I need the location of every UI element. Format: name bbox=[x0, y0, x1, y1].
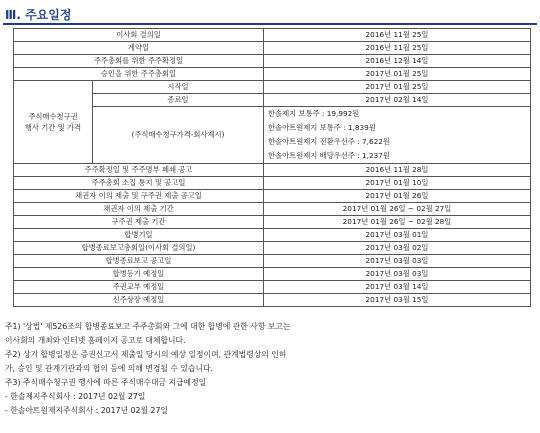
footnotes bbox=[5, 320, 535, 418]
row-label: 주권교부 예정일 bbox=[14, 281, 264, 294]
row-label: 채권자 이의 제출 기간 bbox=[14, 203, 264, 216]
start-label: 시작일 bbox=[93, 81, 264, 94]
row-value: 2017년 03월 02일 bbox=[264, 242, 531, 255]
row-label: 합병등기 예정일 bbox=[14, 268, 264, 281]
row-value: 2016년 11월 25일 bbox=[264, 42, 531, 55]
table-row bbox=[14, 294, 531, 307]
table-row bbox=[14, 216, 531, 229]
row-value: 2017년 03월 03일 bbox=[264, 255, 531, 268]
table-row bbox=[14, 81, 531, 94]
row-value: 2017년 03월 15일 bbox=[264, 294, 531, 307]
row-label: 신주상장 예정일 bbox=[14, 294, 264, 307]
footnote-line: 가, 승인 및 관계기관과의 협의 등에 의해 변경될 수 있습니다. bbox=[5, 364, 214, 373]
row-value: 2017년 01월 26일 bbox=[264, 190, 531, 203]
row-value: 2017년 01월 10일 bbox=[264, 177, 531, 190]
end-value: 2017년 02월 14일 bbox=[264, 94, 531, 107]
row-value: 2017년 01월 25일 bbox=[264, 68, 531, 81]
table-row bbox=[14, 268, 531, 281]
table-row bbox=[14, 68, 531, 81]
row-value: 2016년 11월 28일 bbox=[264, 164, 531, 177]
footnote-line: 주3) 주식매수청구권 행사에 따른 주식매수대금 지급예정일 bbox=[5, 378, 207, 387]
row-label: 승인을 위한 주주총회일 bbox=[14, 68, 264, 81]
row-label: 계약일 bbox=[14, 42, 264, 55]
table-row bbox=[14, 203, 531, 216]
end-label: 종료일 bbox=[93, 94, 264, 107]
footnote-line: 주2) 상기 합병일정은 증권신고서 제출일 당시의 예상 일정이며, 관계법령상의 인허 bbox=[5, 350, 287, 359]
footnote-line: 이사회의 개최와 인터넷 홈페이지 공고로 대체합니다. bbox=[5, 336, 186, 345]
footnote-line: - 한솔제지주식회사 : 2017년 02월 27일 bbox=[5, 392, 146, 401]
schedule-table bbox=[13, 28, 531, 307]
table-row bbox=[14, 177, 531, 190]
row-value: 2017년 01월 26일 ~ 02월 28일 bbox=[264, 216, 531, 229]
row-label: 구주권 제출 기간 bbox=[14, 216, 264, 229]
table-row bbox=[14, 255, 531, 268]
row-label: 이사회 결의일 bbox=[14, 29, 264, 42]
table-row bbox=[14, 281, 531, 294]
footnote-line: 주1) '상법' 제526조의 합병종료보고 주주총회와 그에 대한 합병에 관한 사항 보고는 bbox=[5, 322, 291, 331]
price-item: 한솔아트원제지 전환우선주 : 7,622원 bbox=[268, 137, 390, 146]
appraisal-label bbox=[14, 81, 93, 164]
section-title: Ⅲ. 주요일정 bbox=[5, 8, 72, 22]
price-label: (주식매수청구가격-회사제시) bbox=[93, 107, 264, 164]
table-row bbox=[14, 164, 531, 177]
table-row bbox=[14, 229, 531, 242]
table-row bbox=[14, 29, 531, 42]
row-value: 2016년 12월 14일 bbox=[264, 55, 531, 68]
row-value: 2017년 03월 03일 bbox=[264, 268, 531, 281]
price-item: 한솔아트원제지 배당우선주 : 1,237원 bbox=[268, 151, 390, 160]
table-row bbox=[14, 190, 531, 203]
title-underline bbox=[3, 23, 537, 25]
row-label: 주주총회 소집 통지 및 공고일 bbox=[14, 177, 264, 190]
row-label: 주주확정일 및 주주명부 폐쇄 공고 bbox=[14, 164, 264, 177]
row-value: 2017년 03월 14일 bbox=[264, 281, 531, 294]
row-label: 채권자 이의 제출 및 구주권 제출 공고일 bbox=[14, 190, 264, 203]
row-value: 2017년 01월 26일 ~ 02월 27일 bbox=[264, 203, 531, 216]
footnote-line: - 한솔아트원제지주식회사 : 2017년 02월 27일 bbox=[5, 406, 168, 415]
row-value: 2016년 11월 25일 bbox=[264, 29, 531, 42]
row-label: 합병기일 bbox=[14, 229, 264, 242]
price-item: 한솔아트원제지 보통주 : 1,839원 bbox=[268, 123, 376, 132]
start-value: 2017년 01월 25일 bbox=[264, 81, 531, 94]
appraisal-label-line1: 주식매수청구권 bbox=[28, 112, 78, 121]
price-list bbox=[264, 107, 531, 164]
price-item: 한솔제지 보통주 : 19,992원 bbox=[268, 109, 360, 118]
row-label: 주주총회를 위한 주주확정일 bbox=[14, 55, 264, 68]
table-row bbox=[14, 55, 531, 68]
row-value: 2017년 03월 01일 bbox=[264, 229, 531, 242]
table-row bbox=[14, 42, 531, 55]
row-label: 합병종료보고 공고일 bbox=[14, 255, 264, 268]
appraisal-label-line2: 행사 기간 및 가격 bbox=[24, 123, 82, 132]
table-row bbox=[14, 242, 531, 255]
row-label: 합병종료보고총회일(이사회 결의일) bbox=[14, 242, 264, 255]
